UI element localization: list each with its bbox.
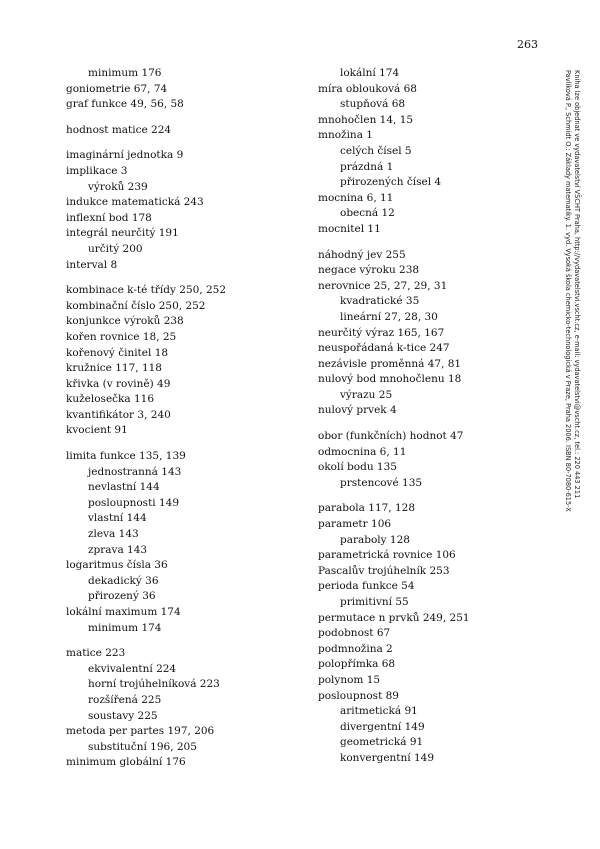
index-subentry: lineární 27, 28, 30	[340, 310, 438, 323]
index-subentry: nevlastní 144	[88, 481, 160, 494]
index-subentry: zleva 143	[88, 528, 139, 541]
index-subentry: přirozený 36	[88, 590, 156, 603]
index-entry: integrál neurčitý 191	[66, 227, 179, 240]
index-entry: mocnina 6, 11	[318, 191, 394, 204]
index-entry: matice 223	[66, 647, 126, 660]
index-entry: kružnice 117, 118	[66, 362, 162, 375]
index-entry: hodnost matice 224	[66, 123, 172, 136]
index-group	[318, 501, 548, 766]
index-group	[66, 283, 296, 439]
index-subentry: paraboly 128	[340, 533, 410, 546]
index-entry: mnohočlen 14, 15	[318, 113, 414, 126]
index-subentry: rozšířená 225	[88, 693, 162, 706]
index-column-left	[66, 66, 296, 781]
index-subentry: stupňová 68	[340, 98, 406, 111]
index-subentry: určitý 200	[88, 242, 143, 255]
index-entry: kořen rovnice 18, 25	[66, 330, 177, 343]
index-entry: inflexní bod 178	[66, 211, 152, 224]
page-number: 263	[517, 38, 538, 51]
index-entry: metoda per partes 197, 206	[66, 725, 215, 738]
index-entry: okolí bodu 135	[318, 461, 397, 474]
index-entry: implikace 3	[66, 164, 128, 177]
index-subentry: výroků 239	[88, 180, 148, 193]
index-subentry: minimum 176	[88, 67, 162, 79]
index-subentry: posloupnosti 149	[88, 496, 180, 509]
index-subentry: primitivní 55	[340, 596, 409, 608]
index-subentry: jednostranná 143	[88, 465, 182, 478]
index-entry: kořenový činitel 18	[66, 346, 169, 359]
index-subentry: lokální 174	[340, 67, 400, 79]
index-entry: permutace n prvků 249, 251	[318, 611, 470, 624]
index-entry: neurčitý výraz 165, 167	[318, 326, 445, 339]
index-entry: nulový prvek 4	[318, 404, 397, 417]
index-entry: parabola 117, 128	[318, 502, 416, 515]
index-entry: neuspořádaná k-tice 247	[318, 342, 450, 355]
index-entry: kombinace k-té třídy 250, 252	[66, 284, 227, 297]
index-subentry: ekvivalentní 224	[88, 662, 177, 675]
index-entry: indukce matematická 243	[66, 196, 204, 209]
index-entry: goniometrie 67, 74	[66, 82, 168, 95]
index-entry: perioda funkce 54	[318, 580, 415, 593]
index-entry: limita funkce 135, 139	[66, 450, 186, 463]
index-column-right	[318, 66, 548, 777]
index-entry: kombinační číslo 250, 252	[66, 299, 206, 312]
index-entry: nezávisle proměnná 47, 81	[318, 357, 462, 370]
index-entry: náhodný jev 255	[318, 248, 406, 261]
index-group	[318, 248, 548, 420]
index-entry: mocnitel 11	[318, 222, 381, 235]
index-group	[66, 123, 296, 139]
index-entry: imaginární jednotka 9	[66, 149, 184, 162]
index-entry: kvantifikátor 3, 240	[66, 408, 171, 421]
index-entry: míra oblouková 68	[318, 82, 417, 95]
index-subentry: geometrická 91	[340, 736, 424, 749]
index-entry: polynom 15	[318, 673, 381, 686]
index-group	[318, 429, 548, 491]
index-group	[66, 646, 296, 771]
side-note-ordering: Kniha lze objednat ve vydavatelství VŠCHT Praha, http://vydavatelstvi.vscht.cz, e-mail: vydavatelstvi@vscht.cz, tel.: 220 443 211	[573, 70, 581, 499]
index-entry: množina 1	[318, 129, 373, 142]
index-entry: posloupnost 89	[318, 689, 399, 702]
index-group	[66, 148, 296, 273]
index-entry: obor (funkčních) hodnot 47	[318, 430, 464, 443]
index-subentry: celých čísel 5	[340, 144, 412, 157]
index-entry: kuželosečka 116	[66, 393, 155, 406]
index-subentry: divergentní 149	[340, 720, 425, 733]
index-subentry: dekadický 36	[88, 574, 159, 587]
index-entry: graf funkce 49, 56, 58	[66, 98, 184, 111]
index-group	[66, 449, 296, 636]
index-entry: křivka (v rovině) 49	[66, 377, 171, 390]
index-subentry: vlastní 144	[88, 512, 147, 525]
side-publication-note	[563, 70, 585, 670]
index-entry: nerovnice 25, 27, 29, 31	[318, 279, 448, 292]
side-note-citation: Pavlíková P., Schmidt O.: Základy matematiky. 1. vyd. Vysoká škola chemicko-technologická v Praze, Praha 2006. ISBN 80-7080-615-X	[564, 70, 572, 512]
index-subentry: obecná 12	[340, 207, 395, 220]
index-entry: parametrická rovnice 106	[318, 549, 456, 562]
index-entry: podmnožina 2	[318, 642, 393, 655]
index-subentry: kvadratické 35	[340, 295, 420, 308]
index-entry: logaritmus čísla 36	[66, 559, 168, 572]
index-subentry: prázdná 1	[340, 160, 394, 173]
index-subentry: horní trojúhelníková 223	[88, 678, 220, 691]
index-subentry: substituční 196, 205	[88, 740, 197, 753]
index-entry: lokální maximum 174	[66, 606, 181, 618]
index-subentry: minimum 174	[88, 621, 162, 634]
index-entry: interval 8	[66, 258, 118, 271]
index-entry: podobnost 67	[318, 627, 391, 640]
index-subentry: zprava 143	[88, 543, 148, 556]
index-entry: parametr 106	[318, 518, 392, 531]
index-entry: odmocnina 6, 11	[318, 445, 407, 458]
index-entry: negace výroku 238	[318, 264, 420, 277]
index-subentry: soustavy 225	[88, 709, 158, 722]
index-entry: kvocient 91	[66, 424, 128, 437]
index-subentry: přirozených čísel 4	[340, 176, 442, 189]
index-entry: polopřímka 68	[318, 658, 396, 671]
index-entry: konjunkce výroků 238	[66, 315, 184, 328]
index-entry: minimum globální 176	[66, 756, 186, 769]
index-subentry: konvergentní 149	[340, 751, 435, 764]
index-group	[66, 66, 296, 113]
index-group	[318, 66, 548, 238]
index-subentry: výrazu 25	[340, 388, 393, 401]
index-entry: nulový bod mnohočlenu 18	[318, 373, 462, 386]
index-subentry: prstencové 135	[340, 476, 423, 489]
index-subentry: aritmetická 91	[340, 705, 418, 718]
index-entry: Pascalův trojúhelník 253	[318, 564, 450, 577]
